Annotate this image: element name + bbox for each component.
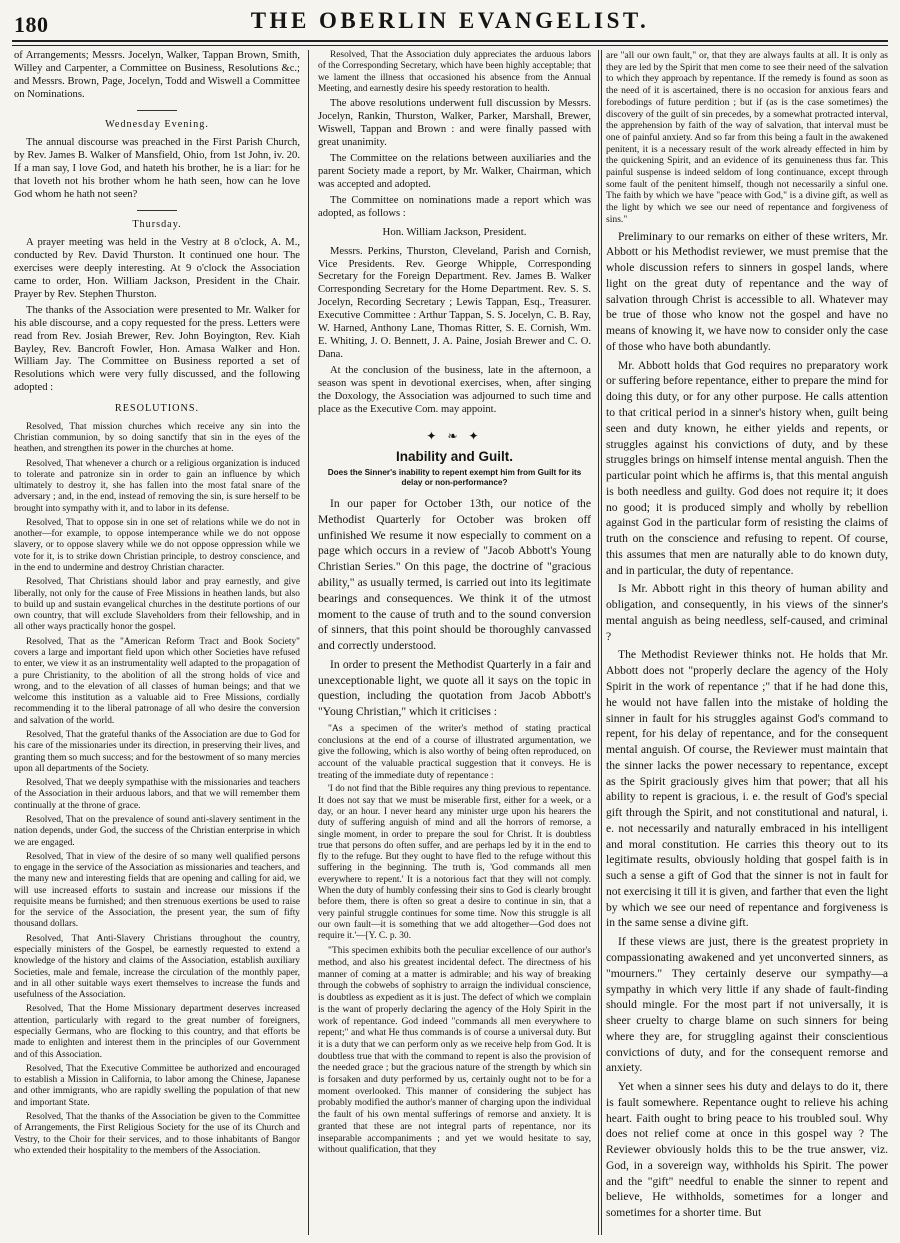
- paragraph: The above resolutions underwent full discussion by Messrs. Jocelyn, Rankin, Thurston, Walker, Parker, Marshall, Brewer, Wiswell, Tappan and Brown : and were finally passed with great unanimity.: [318, 98, 591, 148]
- paragraph: Yet when a sinner sees his duty and delays to do it, there is fault somewhere. Repentance ought to relieve his aching heart. Faith ought to bring peace to his troubled soul. Why does not relief come at once in this gospel way ? The Reviewer obviously holds this to be the true answer, viz. God, in a sovereign way, withholds his Spirit. The power and the "gift" needful to enable the sinner to repent and believe, He withholds, sometimes for a longer and sometimes for a shorter time. But: [606, 1080, 888, 1220]
- ornament-divider: ✦ ❧ ✦: [426, 428, 483, 443]
- paragraph: The Committee on the relations between auxiliaries and the parent Society made a report, by Mr. Walker, Chairman, which was accepted and adopted.: [318, 152, 591, 190]
- president-line: Hon. William Jackson, President.: [382, 226, 527, 239]
- quote-paragraph: "As a specimen of the writer's method of stating practical conclusions at the end of a course of illustrated argumentation, we give the following, which is also worthy of being often reproduced, on account of the valuable practical suggestion that it conveys. He is treating of the immediate duty of repentance :: [318, 722, 591, 781]
- paragraph: of Arrangements; Messrs. Jocelyn, Walker, Tappan Brown, Smith, Willey and Carpenter, a Committee on Business, Resolutions &c.; and Messrs. Brown, Page, Jocelyn, Todd and Wiswell a Committee on Nominations.: [14, 50, 300, 100]
- page-header: [12, 0, 888, 38]
- column-2: [318, 50, 591, 1235]
- resolutions-heading: RESOLUTIONS.: [114, 403, 200, 415]
- column-3: [606, 50, 888, 1235]
- paragraph: Messrs. Perkins, Thurston, Cleveland, Parish and Cornish, Vice Presidents. Rev. George Whipple, Corresponding Secretary for the Foreign Department. Rev. James B. Walker Corresponding Secretary for the Home Department. Rev. S. S. Jocelyn, Recording Secretary ; Lewis Tappan, Esq., Treasurer. Executive Committee : Arthur Tappan, S. S. Jocelyn, C. B. Ray, W. Harned, Anthony Lane, Thomas Ritter, S. E. Cornish, Wm. E. Whiting, J. O. Bennett, J. A. Paine, Josiah Brewer and C. O. Dana.: [318, 245, 591, 360]
- resolutions-list: [14, 422, 300, 1157]
- quote-paragraph: "This specimen exhibits both the peculiar excellence of our author's method, and also his greatest incidental defect. The directness of his manner of coming at a matter is admirable; and his way of breaking through the cobwebs of sophistry to arraign the individual conscience, is doubtless as expedient as it is just. The defect of which we complain is the want of properly declaring the agency of the Holy Spirit in the work of repentance. God indeed "commands all men everywhere to repent;" and what He thus commands is of course a universal duty. But it is a duty that we can perform only as we receive help from God. It is doubtless true that with the command to repent is also the provision of the needed grace ; but the gracious nature of the strength by which sin is forsaken and duty performed by us, certainly ought not to be for a moment overlooked. This manner of considering the subject has probably modified the author's manner of charging upon the individual the fault of his own mental sufferings of remorse and anxiety. It is granted that these are not integral parts of repentance, nor its inseparable accompaniments ; and yet we would hesitate to say, without qualification, that they: [318, 945, 591, 1156]
- section-heading: Wednesday Evening.: [105, 118, 209, 130]
- resolution: Resolved, That the Association duly appreciates the arduous labors of the Corresponding Secretary, which have been highly acceptable; that we lament the illness that occasioned his absence from the Annual Meeting, and earnestly desire his speedy restoration to health.: [318, 50, 591, 94]
- paragraph: If these views are just, there is the greatest propriety in compassionating awakened and yet unconverted sinners, as "mourners." They certainly deserve our sympathy—a sympathy in which very little if any shade of fault-finding should mingle. For the most part if not universally, it is sheer cruelty to charge blame on such sinners for being where they are, for struggling against their conscientious convictions of duty, and for the consequent remorse and anxiety.: [606, 935, 888, 1075]
- column-divider: [598, 50, 599, 1235]
- resolution: Resolved, That the grateful thanks of the Association are due to God for his care of the missionaries under its direction, in preserving their lives, and granting them so much success; and for the bestowment of so many mercies upon all departments of the Society.: [14, 729, 300, 774]
- paragraph: Is Mr. Abbott right in this theory of human ability and obligation, and consequently, in his views of the sinner's mental anguish as being needless, self-caused, and criminal ?: [606, 582, 888, 643]
- quote-paragraph: 'I do not find that the Bible requires any thing previous to repentance. It does not say that we must be miserable first, either for a week, or a day, or an hour. I never heard any minister urge upon his hearers the duty of suffering anguish of mind and all the horrors of remorse, a single moment, in order to prepare the soul for Christ. It is doubtless true that persons do often suffer, and are perhaps led by it in the end to fly to the refuge. But they ought to have fled to the refuge without this suffering in the beginning. The truth is, 'God commands all men everywhere to repent.' It is a notorious fact that they will not comply. When the duty of humbly confessing their sins to God is clearly brought before them, there is often so great a desire to continue in sin, that a very painful struggle continues for some time. Now this struggle is all our own fault—it is something that we add altogether—God does not require it.'—[Y. C. p. 30.: [318, 784, 591, 942]
- resolution: Resolved, That Christians should labor and pray earnestly, and give liberally, not only for the cause of Free Missions in heathen lands, but also to build up and sustain evangelical churches in the destitute portions of our own country, that will exclude Slaveholders from their fellowship, and in all other ways practically honor the gospel.: [14, 577, 300, 633]
- header-rule-thin: [12, 45, 888, 46]
- resolution: Resolved, That as the "American Reform Tract and Book Society" covers a large and important field upon which other Societies have refused to enter, we view it as an instrumentality well adapted to the propagation of a pure Christianity, to the abolition of all the strong holds of vice and wrong, and to the elevation of all classes of human beings; and that we welcome this institution as a valuable aid to Free Missions, cordially recommending it to the liberal patronage of all who desire the conversion and salvation of the world.: [14, 636, 300, 726]
- paragraph: The Methodist Reviewer thinks not. He holds that Mr. Abbott does not "properly declare the agency of the Holy Spirit in the work of repentance ;" that if he had done this, he would not have fallen into the mistake of holding the sinner in fault for his struggles against God's command to repent, for his delay of repentance, and for the consequent mental anguish. Of course, the Reviewer must maintain that the sinner lacks the power necessary to repentance, except as the Spirit graciously gives him that power; that all his ability to repent is gracious, i. e. the result of God's special gift through the Spirit, and not constitutional and natural, i. e. not necessarily and naturally embraced in his intelligent and moral constitution. He carries this theory out to its legitimate results, obviously holding that gospel faith is in such a sense a gift of God that the sinner is not in fault for not exercising it till it is given, and farther that even the light by which we see our need of repentance and forgiveness is in the same sense a divine gift.: [606, 648, 888, 930]
- paragraph: Mr. Abbott holds that God requires no preparatory work or suffering before repentance, either to prepare the mind for doing this duty, or for any other purpose. He calls attention to that critical period in a sinner's history when, guilt being seen and duty known, he either yields and repents, or struggles against his convictions of duty, and by these struggles brings on himself intense mental anguish. Then the particular point which he affirms is, that this mental anguish is both needless and guilty. God does not require it; it does no good; it is produced simply and wholly by rebellion against God in the particular form of resisting the claims of truth on the conscience and refusing to repent. Of course, this assumes that men are naturally able to do known duty, and in particular, the duty of repentance.: [606, 358, 888, 577]
- header-rule: [12, 40, 888, 42]
- masthead-title: THE OBERLIN EVANGELIST.: [250, 8, 650, 33]
- paragraph: Preliminary to our remarks on either of these writers, Mr. Abbott or his Methodist reviewer, we must premise that the whole discussion refers to sinners in gospel lands, where light on the great duty of repentance and the way of salvation through Christ is accessible to all. Whatever may be true of those who know not the gospel and have no means of knowing it, we have now to consider only the case of those who have both abundantly.: [606, 229, 888, 353]
- column-divider: [601, 50, 602, 1235]
- section-divider: [137, 210, 177, 211]
- quote-paragraph: are "all our own fault," or, that they are always faults at all. It is only as they are led by the Spirit that men come to see their need of the salvation to which they approach by repentance. If the remedy is found as soon as the need of it is ascertained, there is no occasion for anxious fears and forebodings of future perdition ; but if (as is the case sometimes) the discovery of the guilt of sin precedes, by a somewhat protracted interval, the apprehension by faith of the way of salvation, that interval must be one of painful anxiety. And so far from this being a fault in the awakened penitent, it is a necessary result of the work already effected in him by the quickening Spirit, and an evidence of its genuineness thus far. This painful suspense is indeed seldom of long continuance, except through some fault of the penitent himself, though not necessarily a sinful one. The faith by which we have "peace with God," is a divine gift, as well as the light by which we see our need of repentance and forgiveness of sins.": [606, 50, 888, 225]
- resolution: Resolved, That to oppose sin in one set of relations while we do not in another—for example, to oppose intemperance while we do not oppose slavery, or to oppose slavery while we do not oppose oppression while we vote for it, is to strike down Christian principle, to destroy conscience, and in the end to undermine and destroy Christian character.: [14, 517, 300, 574]
- paragraph: The Committee on nominations made a report which was adopted, as follows :: [318, 194, 591, 219]
- paragraph: In order to present the Methodist Quarterly in a fair and unexceptionable light, we quote all it says on the topic in question, including the quotation from Jacob Abbott's "Young Christian," which it criticises :: [318, 657, 591, 719]
- article-title: Inability and Guilt.: [395, 449, 513, 465]
- resolution: Resolved, That whenever a church or a religious organization is induced to tolerate and patronize sin in order to gain an influence by which ultimately to destroy it, she has fallen into the most fatal snare of the adversary ; and, in the end, instead of removing the sin, is sure herself to be brought into sympathy with it, and to labor in its defense.: [14, 458, 300, 514]
- resolution: Resolved, That we deeply sympathise with the missionaries and teachers of the Association in their arduous labors, and that we will remember them continually at the throne of grace.: [14, 778, 300, 811]
- paragraph: In our paper for October 13th, our notice of the Methodist Quarterly for October was broken off unfinished We resume it now especially to comment on a page which occurs in a review of "Jacob Abbott's Young Christian Series." On this page, the doctrine of "gracious ability," as usually termed, is carried out into its legitimate bearings and consequences. We think it of the utmost moment to the cause of truth and to the sound conversion of sinners, that this point should be thoroughly canvassed and correctly understood.: [318, 497, 591, 653]
- paragraph: The annual discourse was preached in the First Parish Church, by Rev. James B. Walker of Mansfield, Ohio, from 1st John, iv. 20. If a man say, I love God, and hateth his brother, he is a liar: for he that loveth not his brother whom he hath seen, how can he love God whom he hath not seen?: [14, 137, 300, 200]
- block-quote: [318, 723, 591, 1156]
- resolution: Resolved, That Anti-Slavery Christians throughout the country, especially ministers of the Gospel, be earnestly requested to extend a knowledge of the history and claims of the Association, establish auxiliary Societies, male and female, increase the circulation of the monthly paper, and in all other suitable ways exert themselves to increase the funds and usefulness of the Association.: [14, 933, 300, 1001]
- paragraph: A prayer meeting was held in the Vestry at 8 o'clock, A. M., conducted by Rev. David Thurston. It continued one hour. The exercises were deeply interesting. At 9 o'clock the Association came to order, Hon. William Jackson, President in the Chair. Prayer by Rev. Stephen Thurston.: [14, 237, 300, 300]
- column-1: [14, 50, 300, 1235]
- column-divider: [308, 50, 309, 1235]
- resolution: Resolved, That the Home Missionary department deserves increased attention, particularly with regard to the great number of foreigners, especially Germans, who are flocking to this country, and that efforts be made to enlighten and interest them in the principles of our Government and of this Association.: [14, 1004, 300, 1060]
- paragraph: The thanks of the Association were presented to Mr. Walker for his able discourse, and a copy requested for the press. Letters were read from Rev. Josiah Brewer, Rev. John Boyington, Rev. Kiah Bayley, Rev. Bancroft Fowler, Hon. Amasa Walker and Hon. William Jay. The Committee on Business reported a set of Resolutions which were very fully discussed, and the following adopted :: [14, 304, 300, 394]
- article-subtitle: Does the Sinner's inability to repent exempt him from Guilt for its delay or non-performance?: [327, 467, 582, 487]
- resolution: Resolved, That in view of the desire of so many well qualified persons to engage in the service of the Association as missionaries and teachers, and the many new and interesting fields that are opening and calling for aid, we will use increased efforts to sustain and increase our missions if the requisite means be furnished; and then strenuous exertions be used to raise for the service of the Association, the present year, the sum of fifty thousand dollars.: [14, 851, 300, 930]
- section-divider: [137, 110, 177, 111]
- page-number: 180: [14, 12, 49, 37]
- resolution: Resolved, That the thanks of the Association be given to the Committee of Arrangements, the First Religious Society for the use of its Church and Vestry, to the Choir for their services, and to those inhabitants of Bangor who extended their hospitality to the members of the Association.: [14, 1111, 300, 1156]
- paragraph: At the conclusion of the business, late in the afternoon, a season was spent in devotional exercises, when, after singing the Doxology, the Association was adjourned to such time and place as the Executive Com. may appoint.: [318, 364, 591, 415]
- section-heading: Thursday.: [132, 218, 182, 230]
- resolution: Resolved, That on the prevalence of sound anti-slavery sentiment in the nation depends, under God, the success of the Christian enterprise in which we are engaged.: [14, 814, 300, 848]
- resolution: Resolved, That the Executive Committee be authorized and encouraged to establish a Mission in California, to labor among the Chinese, Japanese and other immigrants, who are rapidly swelling the population of that new and important State.: [14, 1063, 300, 1108]
- resolution: Resolved, That mission churches which receive any sin into the Christian communion, by so doing sanctify that sin in the eyes of the heathen, and strengthen its power in the churches at home.: [14, 421, 300, 455]
